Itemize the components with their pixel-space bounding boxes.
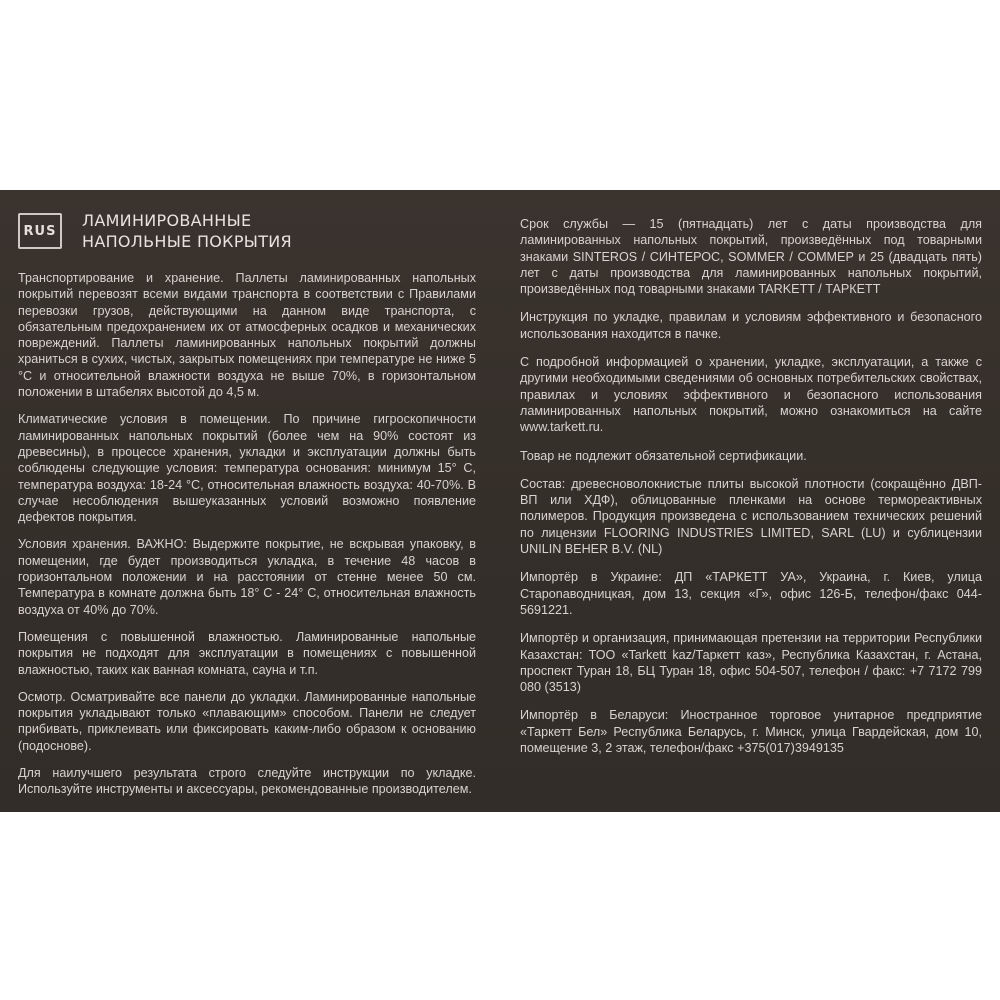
- label-header: [18, 210, 476, 252]
- certification-paragraph: Товар не подлежит обязательной сертификации.: [520, 448, 807, 463]
- instructions-paragraph: Инструкция по укладке, правилам и условиям эффективного и безопасного использования находится в пачке.: [520, 310, 982, 341]
- right-column: [520, 190, 982, 768]
- service-life-paragraph: Срок службы — 15 (пятнадцать) лет с даты производства для ламинированных напольных покрытий, произведённых под товарными знаками SINTEROS / СИНТЕРОС, SOMMER / СОММЕР и 25 (двадцать пять) лет с даты производства для ламинированных напольных покрытий, произведённых под товарными знаками TARKETT / ТАРКЕТТ: [520, 217, 982, 297]
- importer-ukraine-paragraph: Импортёр в Украине: ДП «ТАРКЕТТ УА», Украина, г. Киев, улица Староnаводницкая, дом 13, секция «Г», офис 126-Б, телефон/факс 044-5691221.: [520, 570, 982, 617]
- importer-kazakhstan-paragraph: Импортёр и организация, принимающая претензии на территории Республики Казахстан: ТОО «Tarkett kaz/Таркетт каз», Республика Казахстан, г. Астана, проспект Туран 18, БЦ Туран 18, офис 504-507, телефон / факс: +7 7172 799 080 (3513): [520, 631, 982, 695]
- more-info-paragraph: С подробной информацией о хранении, укладке, эксплуатации, а также с другими необходимыми сведениями об основных потребительских свойствах, правилах и условиях эффективного и безопасного использования ламинированных напольных покрытий, можно ознакомиться на сайте www.tarkett.ru.: [520, 355, 982, 435]
- inspection-paragraph: Осмотр. Осматривайте все панели до укладки. Ламинированные напольные покрытия укладывают только «плавающим» способом. Панели не следует прибивать, приклеивать или фиксировать каким-либо образом к основанию (подоснове).: [18, 689, 476, 753]
- importer-belarus-paragraph: Импортёр в Беларуси: Иностранное торговое унитарное предприятие «Таркетт Бел» Республика Беларусь, г. Минск, улица Гвардейская, дом 10, помещение 3, 2 этаж, телефон/факс +375(017)3949135: [520, 708, 982, 756]
- best-result-paragraph: Для наилучшего результата строго следуйте инструкции по укладке. Используйте инструменты и аксессуары, рекомендованные производителем.: [18, 766, 476, 797]
- humidity-rooms-paragraph: Помещения с повышенной влажностью. Ламинированные напольные покрытия не подходят для эксплуатации в помещениях с повышенной влажностью, таких как ванная комната, сауна и т.п.: [18, 629, 476, 677]
- product-title-line-2: НАПОЛЬНЫЕ ПОКРЫТИЯ: [82, 232, 292, 251]
- storage-conditions-paragraph: Условия хранения. ВАЖНО: Выдержите покрытие, не вскрывая упаковку, в помещении, где будет производиться укладка, в течение 48 часов в горизонтальном положении и на расстоянии от стенне менее 50 см. Температура в комнате должна быть 18° С - 24° С, относительная влажность воздуха от 40% до 70%.: [18, 537, 476, 617]
- product-label-panel: [0, 190, 1000, 812]
- product-title: [82, 210, 292, 252]
- transport-storage-paragraph: Транспортирование и хранение. Паллеты ламинированных напольных покрытий перевозят всеми видами транспорта в соответствии с Правилами перевозки грузов, действующими на данном виде транспорта, с обязательным предохранением их от атмосферных осадков и механических повреждений. Паллеты ламинированных напольных покрытий должны храниться в сухих, чистых, закрытых помещениях при температуре не ниже 5 °С и относительной влажности воздуха не выше 70%, в горизонтальном положении в штабелях высотой до 4,5 м.: [18, 271, 476, 400]
- language-badge: RUS: [18, 213, 62, 249]
- climate-conditions-paragraph: Климатические условия в помещении. По причине гигроскопичности ламинированных напольных покрытий (более чем на 90% состоят из древесины), в процессе хранения, укладки и эксплуатации должны быть соблюдены следующие условия: температура основания: минимум 15° С, температура воздуха: 18-24 °С, относительная влажность воздуха: 40-70%. В случае несоблюдения вышеуказанных условий возможно появление дефектов покрытия.: [18, 412, 476, 525]
- composition-paragraph: Состав: древесноволокнистые плиты высокой плотности (сокращённо ДВП-ВП или ХДФ), облицованные пленками на основе термореактивных полимеров. Продукция произведена с использованием технических решений по лицензии FLOORING INDUSTRIES LIMITED, SARL (LU) и сублицензии UNILIN BEHER B.V. (NL): [520, 476, 982, 557]
- left-column: [18, 190, 476, 809]
- product-title-line-1: ЛАМИНИРОВАННЫЕ: [82, 211, 252, 230]
